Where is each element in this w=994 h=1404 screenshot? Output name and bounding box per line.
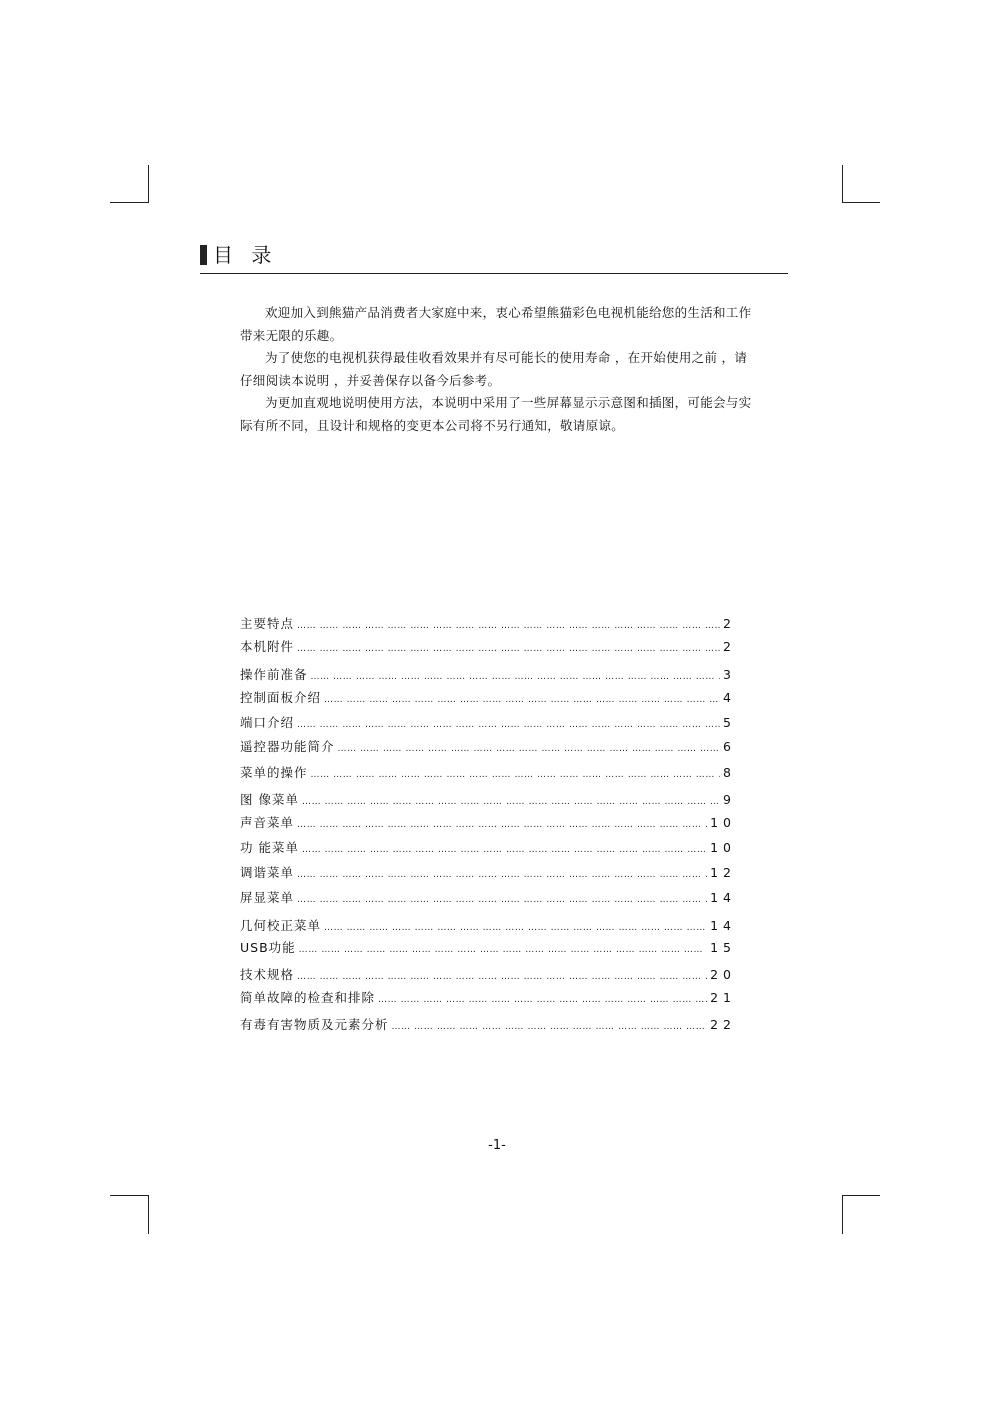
toc-entry-page: 4 <box>723 690 736 705</box>
toc-entry-label: 屏显菜单 <box>240 890 295 905</box>
toc-entry-label: 遥控器功能简介 <box>240 739 335 754</box>
toc-entry-page: 3 <box>723 667 736 682</box>
toc-entry-page: 10 <box>710 815 736 830</box>
toc-entry-page: 9 <box>723 792 736 807</box>
toc-entry-label: 图 像菜单 <box>240 792 299 807</box>
toc-entry-label: 几何校正菜单 <box>240 918 322 933</box>
crop-mark-top-right-horizontal <box>842 202 880 203</box>
toc-entry[interactable] <box>240 737 736 757</box>
page-title: 目 录 <box>213 243 278 267</box>
toc-entry-page: 2 <box>723 616 736 631</box>
toc-entry-label: 控制面板介绍 <box>240 690 322 705</box>
toc-leader-dots <box>338 744 721 754</box>
toc-entry-label: 有毒有害物质及元素分析 <box>240 1017 389 1032</box>
toc-entry[interactable] <box>240 916 736 936</box>
toc-entry-page: 2 <box>723 639 736 654</box>
toc-entry-page: 20 <box>710 967 736 982</box>
heading-divider <box>200 273 788 274</box>
intro-paragraph: 为更加直观地说明使用方法，本说明中采用了一些屏幕显示示意图和插图，可能会与实际有所不同，且设计和规格的变更本公司将不另行通知，敬请原谅。 <box>240 395 752 433</box>
toc-entry[interactable] <box>240 688 736 708</box>
toc-entry-label: 本机附件 <box>240 639 295 654</box>
toc-leader-dots <box>297 820 707 830</box>
toc-entry[interactable] <box>240 888 736 908</box>
toc-entry-label: 技术规格 <box>240 967 295 982</box>
toc-leader-dots <box>392 1022 708 1032</box>
toc-leader-dots <box>302 797 720 807</box>
toc-leader-dots <box>297 720 720 730</box>
toc-entry-label: USB功能 <box>240 940 296 955</box>
toc-leader-dots <box>311 770 721 780</box>
crop-mark-top-left-horizontal <box>110 202 149 203</box>
crop-mark-bottom-right-horizontal <box>842 1195 880 1196</box>
toc-entry-label: 操作前准备 <box>240 667 308 682</box>
toc-leader-dots <box>311 672 721 682</box>
toc-entry-label: 功 能菜单 <box>240 840 299 855</box>
toc-leader-dots <box>302 845 707 855</box>
toc-leader-dots <box>297 870 707 880</box>
toc-entry-page: 14 <box>710 918 736 933</box>
toc-leader-dots <box>297 972 707 982</box>
toc-entry[interactable] <box>240 614 736 634</box>
toc-entry-page: 6 <box>723 739 736 754</box>
toc-entry[interactable] <box>240 763 736 783</box>
toc-entry[interactable] <box>240 665 736 685</box>
toc-leader-dots <box>378 995 707 1005</box>
toc-entry-label: 简单故障的检查和排除 <box>240 990 376 1005</box>
toc-entry[interactable] <box>240 863 736 883</box>
toc-entry[interactable] <box>240 838 736 858</box>
toc-heading <box>200 243 277 267</box>
intro-text <box>240 302 755 437</box>
toc-entry-page: 22 <box>710 1017 736 1032</box>
toc-leader-dots <box>324 923 707 933</box>
toc-entry[interactable] <box>240 713 736 733</box>
toc-entry-label: 声音菜单 <box>240 815 295 830</box>
toc-entry[interactable] <box>240 988 736 1008</box>
page-number: -1- <box>488 1138 506 1153</box>
toc-entry[interactable] <box>240 790 736 810</box>
toc-leader-dots <box>297 621 720 631</box>
toc-entry[interactable] <box>240 1015 736 1035</box>
toc-entry-label: 端口介绍 <box>240 715 295 730</box>
crop-mark-bottom-left-vertical <box>148 1195 149 1234</box>
heading-marker-bar <box>200 245 207 265</box>
toc-entry-label: 主要特点 <box>240 616 295 631</box>
intro-paragraph: 欢迎加入到熊猫产品消费者大家庭中来，衷心希望熊猫彩色电视机能给您的生活和工作带来无限的乐趣。 <box>240 305 752 343</box>
intro-paragraph: 为了使您的电视机获得最佳收看效果并有尽可能长的使用寿命 ，在开始使用之前 ，请仔细阅读本说明 ，并妥善保存以备今后参考。 <box>240 350 748 388</box>
toc-entry-page: 10 <box>710 840 736 855</box>
toc-entry-page: 8 <box>723 765 736 780</box>
toc-entry-page: 12 <box>710 865 736 880</box>
crop-mark-bottom-left-horizontal <box>110 1195 149 1196</box>
toc-entry-page: 5 <box>723 715 736 730</box>
toc-entry[interactable] <box>240 637 736 657</box>
toc-leader-dots <box>299 945 707 955</box>
toc-entry-page: 21 <box>710 990 736 1005</box>
crop-mark-bottom-right-vertical <box>842 1195 843 1234</box>
toc-leader-dots <box>324 695 720 705</box>
toc-entry[interactable] <box>240 938 736 958</box>
toc-entry-page: 15 <box>710 940 736 955</box>
toc-entry-page: 14 <box>710 890 736 905</box>
crop-mark-top-left-vertical <box>148 165 149 203</box>
toc-leader-dots <box>297 895 707 905</box>
toc-entry-label: 调谐菜单 <box>240 865 295 880</box>
crop-mark-top-right-vertical <box>842 165 843 203</box>
toc-entry[interactable] <box>240 813 736 833</box>
toc-leader-dots <box>297 644 720 654</box>
toc-entry-label: 菜单的操作 <box>240 765 308 780</box>
toc-entry[interactable] <box>240 965 736 985</box>
